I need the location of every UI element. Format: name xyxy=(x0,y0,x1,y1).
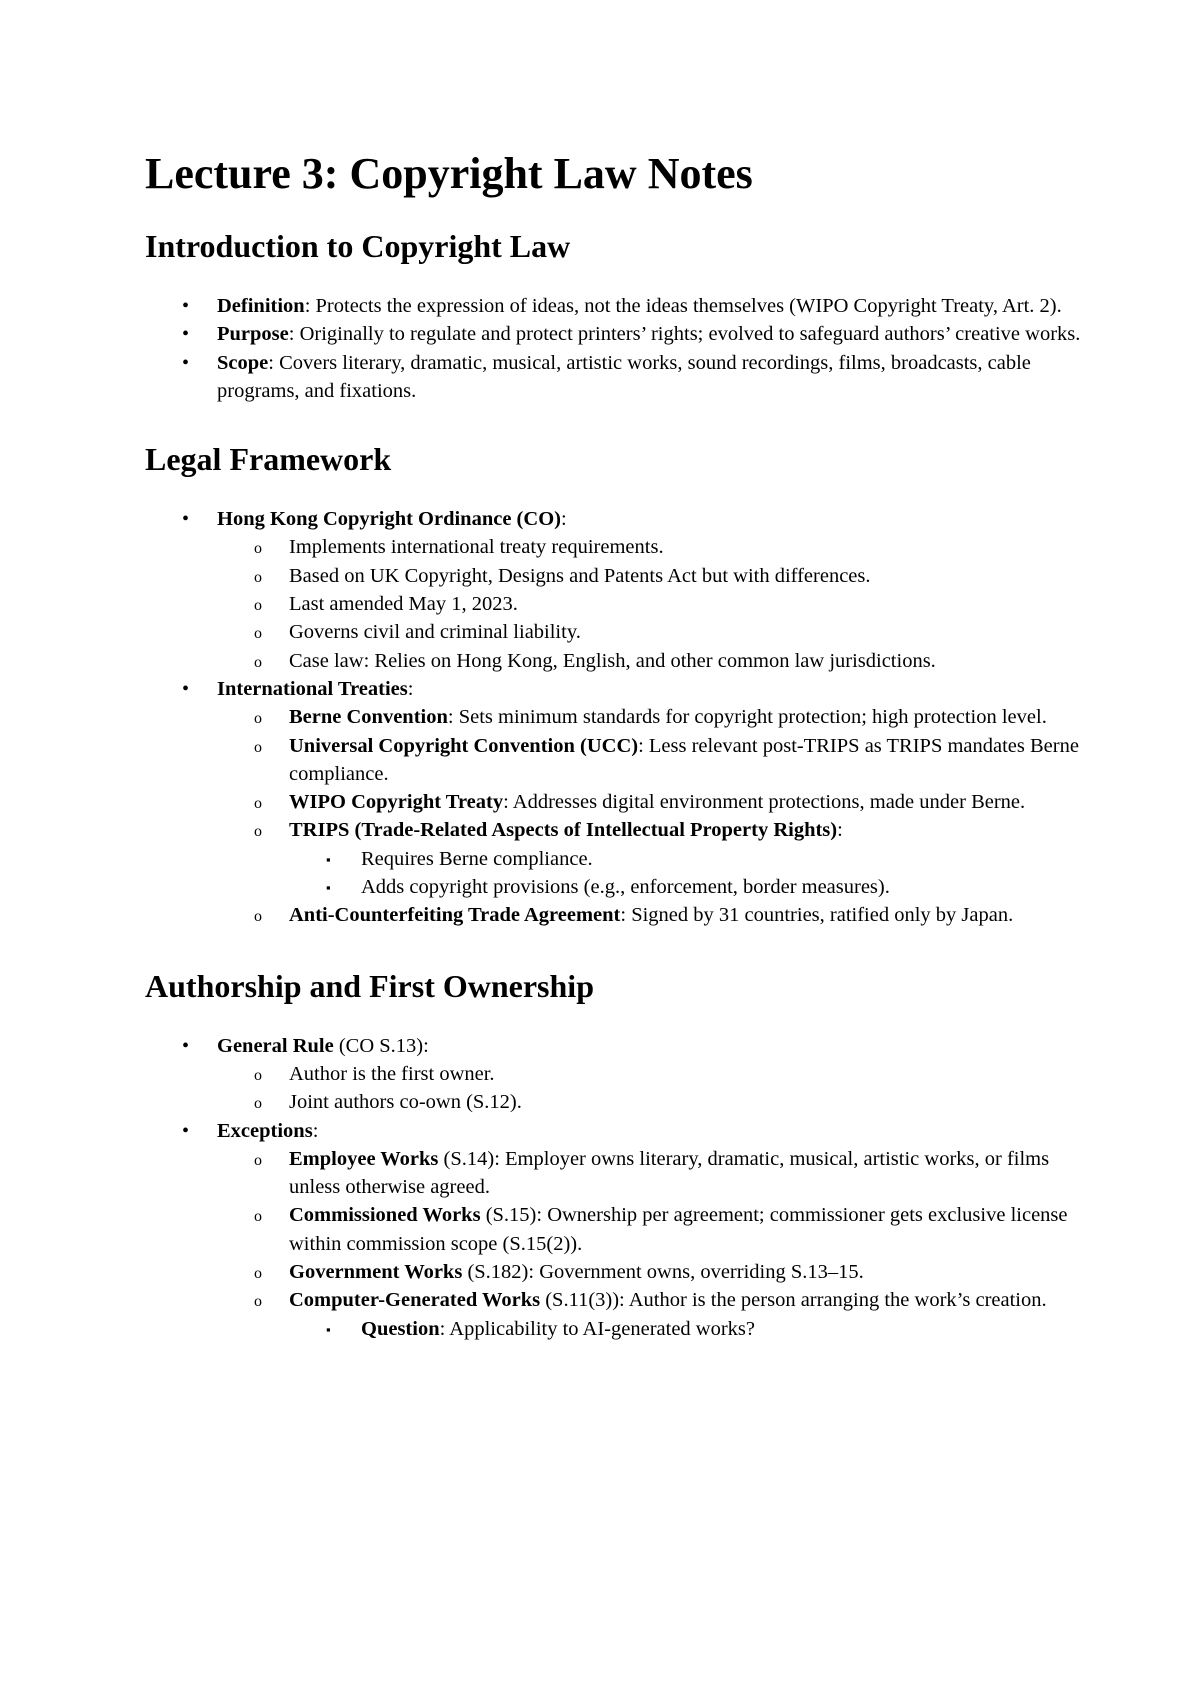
list-item-copyright-ordinance xyxy=(145,505,1085,675)
circle-bullet-icon: o xyxy=(254,795,262,813)
circle-bullet-icon: o xyxy=(254,1208,262,1226)
item-text: : Applicability to AI-generated works? xyxy=(439,1317,755,1340)
authorship-list xyxy=(145,1032,1085,1343)
circle-bullet-icon: o xyxy=(254,1066,262,1084)
item-text: : xyxy=(837,819,843,842)
term-label: Scope xyxy=(217,351,269,374)
term-label: Universal Copyright Convention (UCC) xyxy=(289,734,639,757)
sublist-item-ucc xyxy=(217,732,1085,789)
sub-sublist-item-question xyxy=(289,1315,1085,1343)
item-text: Adds copyright provisions (e.g., enforcement, border measures). xyxy=(361,876,890,899)
list-item-international-treaties xyxy=(145,675,1085,930)
item-text: (CO S.13): xyxy=(333,1034,429,1057)
circle-bullet-icon: o xyxy=(254,540,262,558)
circle-bullet-icon: o xyxy=(254,597,262,615)
term-label: WIPO Copyright Treaty xyxy=(289,791,504,814)
circle-bullet-icon: o xyxy=(254,908,262,926)
term-label: Exceptions xyxy=(217,1119,313,1142)
term-label: Hong Kong Copyright Ordinance (CO) xyxy=(217,508,561,531)
section-heading-introduction: Introduction to Copyright Law xyxy=(145,228,571,264)
square-bullet-icon: ▪ xyxy=(326,1321,331,1337)
introduction-list xyxy=(145,292,1085,405)
item-text: : xyxy=(407,677,414,700)
document-body xyxy=(145,148,1085,1343)
item-text: (S.11(3)): Author is the person arranging the work’s creation. xyxy=(540,1289,1047,1312)
item-text: (S.182): Government owns, overriding S.13–15. xyxy=(462,1261,864,1284)
list-item-purpose xyxy=(145,320,1085,348)
term-label: International Treaties xyxy=(217,677,408,700)
term-label: Purpose xyxy=(217,323,289,346)
circle-bullet-icon: o xyxy=(254,1151,262,1169)
item-text: Case law: Relies on Hong Kong, English, and other common law jurisdictions. xyxy=(289,649,936,672)
term-label: Employee Works xyxy=(289,1147,439,1170)
bullet-icon: • xyxy=(182,677,190,700)
sublist xyxy=(217,1060,1085,1117)
bullet-icon: • xyxy=(182,508,190,531)
sublist-item-wipo xyxy=(217,788,1085,816)
item-text: (S.15): Ownership per agreement; commissioner gets exclusive license within commission scope (S.15(2)). xyxy=(289,1204,1068,1255)
sublist-item xyxy=(217,618,1085,646)
square-bullet-icon: ▪ xyxy=(326,880,331,896)
list-item-definition xyxy=(145,292,1085,320)
item-text: : Addresses digital environment protections, made under Berne. xyxy=(503,791,1026,814)
term-label: Commissioned Works xyxy=(289,1204,481,1227)
page-title: Lecture 3: Copyright Law Notes xyxy=(145,149,753,198)
sublist-item xyxy=(217,1088,1085,1116)
item-text: : Covers literary, dramatic, musical, artistic works, sound recordings, films, broadcasts, cable programs, and fixations. xyxy=(217,351,1031,402)
list-item-scope xyxy=(145,349,1085,406)
term-label: General Rule xyxy=(217,1034,334,1057)
sub-sublist-item xyxy=(289,873,1085,901)
circle-bullet-icon: o xyxy=(254,738,262,756)
term-label: Question xyxy=(361,1317,440,1340)
term-label: Definition xyxy=(217,295,305,317)
circle-bullet-icon: o xyxy=(254,568,262,586)
sublist-item xyxy=(217,590,1085,618)
sublist-item xyxy=(217,562,1085,590)
sublist-item-acta xyxy=(217,901,1085,929)
item-text: Based on UK Copyright, Designs and Patents Act but with differences. xyxy=(289,564,871,587)
sublist-item-employee-works xyxy=(217,1145,1085,1202)
bullet-icon: • xyxy=(182,1119,190,1142)
item-text: : xyxy=(312,1119,319,1142)
item-text: Implements international treaty requirements. xyxy=(289,536,664,559)
term-label: Berne Convention xyxy=(289,706,448,729)
sublist xyxy=(217,1145,1085,1343)
term-label: Anti-Counterfeiting Trade Agreement xyxy=(289,904,621,927)
circle-bullet-icon: o xyxy=(254,710,262,728)
circle-bullet-icon: o xyxy=(254,653,262,671)
sublist-item-commissioned-works xyxy=(217,1201,1085,1258)
bullet-icon: • xyxy=(182,1034,190,1057)
term-label: Computer-Generated Works xyxy=(289,1289,541,1312)
sublist-item xyxy=(217,533,1085,561)
square-bullet-icon: ▪ xyxy=(326,851,331,867)
section-heading-legal-framework: Legal Framework xyxy=(145,441,392,478)
item-text: Author is the first owner. xyxy=(289,1062,495,1085)
item-text: Joint authors co-own (S.12). xyxy=(289,1091,522,1114)
sublist-item-computer-generated-works xyxy=(217,1286,1085,1343)
sublist xyxy=(217,703,1085,929)
bullet-icon: • xyxy=(182,323,190,346)
sublist-item xyxy=(217,1060,1085,1088)
sublist-item-trips xyxy=(217,816,1085,901)
item-text: Governs civil and criminal liability. xyxy=(289,621,581,644)
legal-framework-list xyxy=(145,505,1085,929)
circle-bullet-icon: o xyxy=(254,1265,262,1283)
item-text: (S.14): Employer owns literary, dramatic, musical, artistic works, or films unless otherwise agreed. xyxy=(289,1147,1050,1199)
circle-bullet-icon: o xyxy=(254,823,262,841)
item-text: : Less relevant post-TRIPS as TRIPS mandates Berne compliance. xyxy=(289,734,1079,785)
section-heading-authorship: Authorship and First Ownership xyxy=(145,967,594,1004)
sublist-item-government-works xyxy=(217,1258,1085,1286)
list-item-exceptions xyxy=(145,1117,1085,1343)
list-item-general-rule xyxy=(145,1032,1085,1117)
circle-bullet-icon: o xyxy=(254,1095,262,1113)
item-text: Requires Berne compliance. xyxy=(361,847,593,870)
sublist-item-berne xyxy=(217,703,1085,731)
term-label: TRIPS (Trade-Related Aspects of Intellectual Property Rights) xyxy=(289,819,838,842)
term-label: Government Works xyxy=(289,1261,463,1284)
circle-bullet-icon: o xyxy=(254,625,262,643)
bullet-icon: • xyxy=(182,295,190,317)
item-text: : Sets minimum standards for copyright protection; high protection level. xyxy=(447,706,1047,729)
circle-bullet-icon: o xyxy=(254,1293,262,1311)
item-text: : Signed by 31 countries, ratified only by Japan. xyxy=(620,904,1014,927)
item-text: : Protects the expression of ideas, not the ideas themselves (WIPO Copyright Treaty, Art. 2). xyxy=(304,295,1062,317)
item-text: Last amended May 1, 2023. xyxy=(289,593,518,616)
item-text: : xyxy=(560,508,567,531)
bullet-icon: • xyxy=(182,351,190,374)
sub-sublist xyxy=(289,845,1085,902)
sublist xyxy=(217,533,1085,674)
sub-sublist xyxy=(289,1315,1085,1343)
sub-sublist-item xyxy=(289,845,1085,873)
item-text: : Originally to regulate and protect printers’ rights; evolved to safeguard authors’ creative works. xyxy=(288,323,1081,346)
sublist-item xyxy=(217,647,1085,675)
